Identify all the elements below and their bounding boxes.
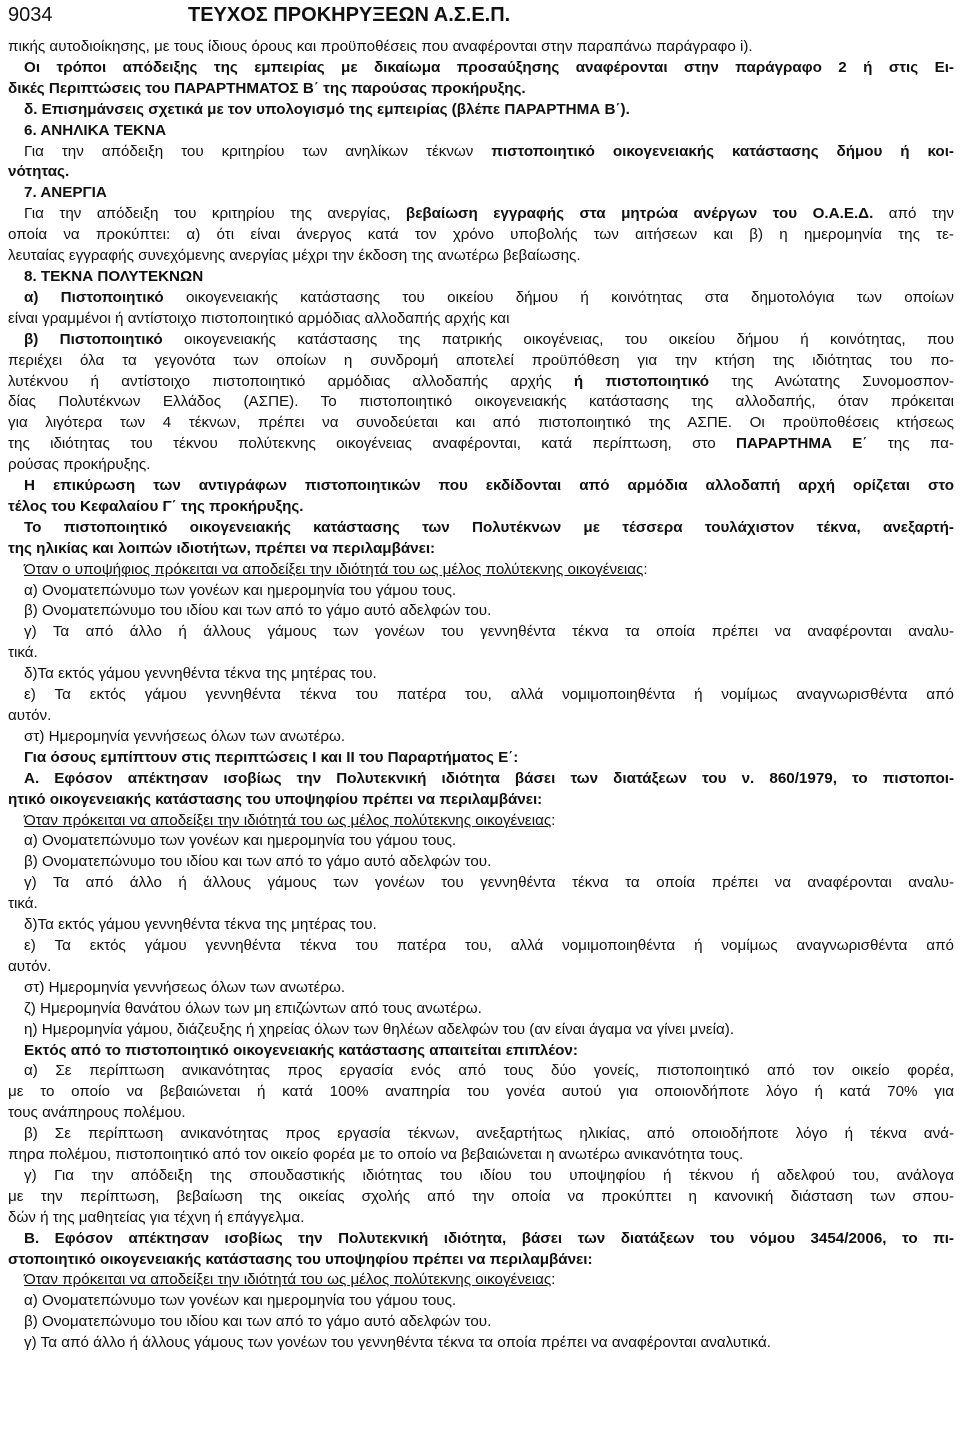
text-segment: τους ανάπηρους πολέμου. — [8, 1104, 186, 1122]
text-segment: α) Ονοματεπώνυμο των γονέων και ημερομηνία του γάμου τους. — [24, 1292, 457, 1310]
text-line — [8, 162, 954, 183]
text-line — [8, 1061, 954, 1082]
text-segment: β) Ονοματεπώνυμο του ιδίου και των από το γάμο αυτό αδελφών του. — [24, 602, 492, 620]
text-line — [8, 204, 954, 225]
text-line — [8, 1041, 954, 1062]
text-segment: δ)Τα εκτός γάμου γεννηθέντα τέκνα της μητέρας του. — [24, 916, 377, 934]
text-segment: α) Σε περίπτωση ανικανότητας προς εργασία ενός από τους δύο γονείς, πιστοποιητικό από τον οικείο φορέα, — [24, 1062, 954, 1080]
text-line — [8, 622, 954, 643]
text-line — [8, 831, 954, 852]
text-segment: είναι γραμμένοι ή αντίστοιχο πιστοποιητικό αρμόδιας αλλοδαπής αρχής και — [8, 309, 510, 327]
text-segment: Όταν πρόκειται να αποδείξει την ιδιότητά του ως μέλος πολύτεκνης οικογένειας — [24, 1271, 552, 1289]
text-line — [8, 873, 954, 894]
text-segment: πιστοποιητικό οικογενειακής κατάστασης δήμου ή κοι- — [491, 142, 954, 160]
text-line — [8, 183, 954, 204]
text-segment: Εκτός από το πιστοποιητικό οικογενειακής κατάστασης απαιτείται επιπλέον: — [24, 1041, 578, 1059]
text-line — [8, 100, 954, 121]
text-segment: πικής αυτοδιοίκησης, με τους ίδιους όρους και προϋποθέσεις που αναφέρονται στην παραπάνω παράγραφο i). — [8, 38, 753, 55]
text-segment: Β. Εφόσον απέκτησαν ισοβίως την Πολυτεκνική ιδιότητα, βάσει των διατάξεων του νόμου 3454/2006, το πι- — [24, 1229, 954, 1247]
text-segment: β) Σε περίπτωση ανικανότητας προς εργασία τέκνων, ανεξαρτήτως ηλικίας, από οποιοδήποτε λόγο ή τέκνα ανά- — [24, 1125, 954, 1143]
text-line — [8, 37, 954, 58]
text-segment: δικές Περιπτώσεις του ΠΑΡΑΡΤΗΜΑΤΟΣ Β΄ της παρούσας προκήρυξης. — [8, 79, 526, 97]
text-segment: για λιγότερα των 4 τέκνων, πρέπει να συνοδεύεται και από πιστοποιητικό της ΑΣΠΕ. Οι προϋποθέσεις κτήσεως — [8, 414, 954, 432]
text-segment: α) Ονοματεπώνυμο των γονέων και ημερομηνία του γάμου τους. — [24, 832, 457, 850]
text-segment: βεβαίωση εγγραφής στα μητρώα ανέργων του Ο.Α.Ε.Δ. — [405, 205, 874, 223]
text-segment: α) Ονοματεπώνυμο των γονέων και ημερομηνία του γάμου τους. — [24, 581, 457, 599]
issue-title: ΤΕΥΧΟΣ ΠΡΟΚΗΡΥΞΕΩΝ Α.Σ.Ε.Π. — [188, 4, 511, 26]
text-segment: δ. Επισημάνσεις σχετικά με τον υπολογισμό της εμπειρίας (βλέπε ΠΑΡΑΡΤΗΜΑ Β΄). — [24, 100, 630, 118]
text-line — [8, 351, 954, 372]
text-line — [8, 58, 954, 79]
text-segment: οικογενειακής κατάστασης του οικείου δήμου ή κοινότητας στα δημοτολόγια των οποίων — [163, 288, 954, 306]
text-line — [8, 476, 954, 497]
text-segment: ή πιστοποιητικό — [573, 372, 710, 390]
text-segment: τικά. — [8, 644, 38, 662]
text-line — [8, 978, 954, 999]
text-line — [8, 957, 954, 978]
text-segment: γ) Για την απόδειξη της σπουδαστικής ιδιότητας του ιδίου του υποψηφίου ή τέκνου ή αδελφού του, ανάλογα — [24, 1166, 954, 1184]
text-segment: Για όσους εμπίπτουν στις περιπτώσεις Ι και ΙΙ του Παραρτήματος Ε΄: — [24, 748, 519, 766]
text-segment: Για την απόδειξη του κριτηρίου των ανηλίκων τέκνων — [24, 142, 492, 160]
text-segment: Το πιστοποιητικό οικογενειακής κατάστασης των Πολυτέκνων με τέσσερα τουλάχιστον τέκνα, ανεξαρτή- — [24, 518, 954, 536]
text-segment: : — [643, 560, 648, 578]
text-line — [8, 915, 954, 936]
text-line — [8, 455, 954, 476]
text-line — [8, 727, 954, 748]
text-line — [8, 225, 954, 246]
text-segment: λυτέκνου ή αντίστοιχο πιστοποιητικό αρμόδιας αλλοδαπής αρχής — [8, 372, 574, 390]
text-line — [8, 246, 954, 267]
text-line — [8, 1270, 954, 1291]
text-segment: ητικό οικογενειακής κατάστασης του υποψηφίου πρέπει να περιλαμβάνει: — [8, 790, 543, 808]
text-segment: αυτόν. — [8, 707, 52, 724]
text-segment: από την — [873, 205, 954, 223]
text-segment: ΠΑΡΑΡΤΗΜΑ Ε΄ — [736, 435, 868, 453]
text-segment: Α. Εφόσον απέκτησαν ισοβίως την Πολυτεκνική ιδιότητα βάσει των διατάξεων του ν. 860/1979, το πιστοποι- — [24, 769, 954, 787]
text-segment: β) Ονοματεπώνυμο του ιδίου και των από το γάμο αυτό αδελφών του. — [24, 1313, 492, 1331]
text-segment: στ) Ημερομηνία γεννήσεως όλων των ανωτέρω. — [24, 978, 346, 996]
text-line — [8, 539, 954, 560]
text-segment: της ηλικίας και λοιπών ιδιοτήτων, πρέπει να περιλαμβάνει: — [8, 539, 436, 557]
text-segment: η) Ημερομηνία γάμου, διάζευξης ή χηρείας όλων των θηλέων αδελφών του (αν είναι άγαμα να γίνει μνεία). — [24, 1020, 735, 1038]
document-body — [8, 37, 954, 1354]
text-line — [8, 664, 954, 685]
text-segment: της ιδιότητας του τέκνου πολύτεκνης οικογένειας αναφέρονται, κατά περίπτωση, στο — [8, 435, 737, 453]
text-line — [8, 706, 954, 727]
text-line — [8, 1103, 954, 1124]
text-line — [8, 1124, 954, 1145]
text-segment: β) Πιστοποιητικό — [24, 330, 163, 348]
text-line — [8, 936, 954, 957]
text-line — [8, 288, 954, 309]
text-segment: : — [551, 1271, 556, 1289]
text-line — [8, 581, 954, 602]
page-header — [8, 3, 954, 37]
text-segment: 7. ΑΝΕΡΓΙΑ — [24, 184, 107, 202]
text-line — [8, 1291, 954, 1312]
text-segment: Οι τρόποι απόδειξης της εμπειρίας με δικαίωμα προσαύξησης αναφέρονται στην παράγραφο 2 ή στις Ει- — [24, 58, 954, 76]
text-line — [8, 1082, 954, 1103]
text-segment: Η επικύρωση των αντιγράφων πιστοποιητικών που εκδίδονται από αρμόδια αλλοδαπή αρχή ορίζεται στο — [24, 477, 954, 495]
text-line — [8, 1208, 954, 1229]
text-segment: τέλος του Κεφαλαίου Γ΄ της προκήρυξης. — [8, 497, 304, 515]
text-line — [8, 1333, 954, 1354]
text-segment: πηρα πολέμου, πιστοποιητικό από τον οικείο φορέα με το οποίο να βεβαιώνεται η ανωτέρω ανικανότητα τους. — [8, 1146, 744, 1164]
text-line — [8, 560, 954, 581]
text-line — [8, 852, 954, 873]
text-line — [8, 434, 954, 455]
text-segment: γ) Τα από άλλο ή άλλους γάμους των γονέων του γεννηθέντα τέκνα τα οποία πρέπει να αναφέρονται αναλυτικά. — [24, 1334, 771, 1352]
text-segment: αυτόν. — [8, 957, 52, 975]
text-segment: ε) Τα εκτός γάμου γεννηθέντα τέκνα του πατέρα του, αλλά νομιμοποιηθέντα ή νομίμως αναγνωρισθέντα από — [24, 686, 954, 704]
text-segment: δ)Τα εκτός γάμου γεννηθέντα τέκνα της μητέρας του. — [24, 665, 377, 683]
text-line — [8, 1250, 954, 1271]
text-segment: με το οποίο να βεβαιώνεται ή κατά 100% αναπηρία του γονέα αυτού για οποιονδήποτε λόγο ή κατά 70% για — [8, 1083, 954, 1101]
text-line — [8, 748, 954, 769]
text-line — [8, 330, 954, 351]
text-segment: της πα- — [867, 435, 954, 453]
text-segment: της Ανώτατης Συνομοσπον- — [709, 372, 954, 390]
text-segment: στοποιητικό οικογενειακής κατάστασης του υποψηφίου πρέπει να περιλαμβάνει: — [8, 1250, 593, 1268]
text-line — [8, 811, 954, 832]
text-segment: ρούσας προκήρυξης. — [8, 456, 151, 474]
text-line — [8, 1187, 954, 1208]
text-segment: με την περίπτωση, βεβαίωση της οικείας σχολής από την οποία να προκύπτει η κανονική διάσταση των σπου- — [8, 1187, 954, 1205]
text-segment: οποία να προκύπτει: α) ότι είναι άνεργος κατά τον χρόνο υποβολής των αιτήσεων και β) η ημερομηνία της τε- — [8, 226, 954, 244]
text-segment: οικογενειακής κατάστασης της πατρικής οικογένειας, του οικείου δήμου ή κοινότητας, που — [162, 330, 954, 348]
text-line — [8, 999, 954, 1020]
text-segment: α) Πιστοποιητικό — [24, 288, 164, 306]
text-line — [8, 769, 954, 790]
text-segment: β) Ονοματεπώνυμο του ιδίου και των από το γάμο αυτό αδελφών του. — [24, 853, 492, 871]
text-line — [8, 413, 954, 434]
text-segment: δών ή της μαθητείας για τέχνη ή επάγγελμα. — [8, 1208, 305, 1226]
text-segment: δίας Πολυτέκνων Ελλάδος (ΑΣΠΕ). Το πιστοποιητικό οικογενειακής κατάστασης της αλλοδαπής, όταν πρόκειται — [8, 393, 954, 411]
text-line — [8, 309, 954, 330]
text-line — [8, 1145, 954, 1166]
text-line — [8, 1020, 954, 1041]
text-segment: 8. ΤΕΚΝΑ ΠΟΛΥΤΕΚΝΩΝ — [24, 267, 204, 285]
text-line — [8, 142, 954, 163]
text-line — [8, 643, 954, 664]
text-line — [8, 267, 954, 288]
text-segment: γ) Τα από άλλο ή άλλους γάμους των γονέων του γεννηθέντα τέκνα τα οποία πρέπει να αναφέρονται αναλυ- — [24, 623, 954, 641]
text-segment: ε) Τα εκτός γάμου γεννηθέντα τέκνα του πατέρα του, αλλά νομιμοποιηθέντα ή νομίμως αναγνωρισθέντα από — [24, 936, 954, 954]
text-segment: : — [551, 811, 556, 829]
text-line — [8, 1166, 954, 1187]
text-line — [8, 1312, 954, 1333]
text-segment: περιέχει όλα τα γεγονότα των οποίων η συνδρομή αποτελεί προϋπόθεση για την κτήση της ιδιότητας του πο- — [8, 351, 954, 369]
text-line — [8, 79, 954, 100]
text-line — [8, 790, 954, 811]
text-line — [8, 497, 954, 518]
text-line — [8, 601, 954, 622]
text-segment: νότητας. — [8, 163, 70, 181]
text-line — [8, 894, 954, 915]
text-line — [8, 121, 954, 142]
text-segment: λευταίας εγγραφής συνεχόμενης ανεργίας μέχρι την έκδοση της ανωτέρω βεβαίωσης. — [8, 247, 581, 265]
text-segment: ζ) Ημερομηνία θανάτου όλων των μη επιζώντων από τους ανωτέρω. — [24, 999, 482, 1017]
text-line — [8, 1229, 954, 1250]
text-segment: τικά. — [8, 895, 38, 913]
page-number: 9034 — [8, 4, 53, 26]
text-segment: 6. ΑΝΗΛΙΚΑ ΤΕΚΝΑ — [24, 121, 167, 139]
text-line — [8, 372, 954, 393]
text-line — [8, 392, 954, 413]
text-segment: γ) Τα από άλλο ή άλλους γάμους των γονέων του γεννηθέντα τέκνα τα οποία πρέπει να αναφέρονται αναλυ- — [24, 874, 954, 892]
text-segment: Όταν ο υποψήφιος πρόκειται να αποδείξει την ιδιότητά του ως μέλος πολύτεκνης οικογένειας — [24, 560, 644, 578]
text-line — [8, 685, 954, 706]
text-segment: στ) Ημερομηνία γεννήσεως όλων των ανωτέρω. — [24, 727, 346, 745]
text-segment: Όταν πρόκειται να αποδείξει την ιδιότητά του ως μέλος πολύτεκνης οικογένειας — [24, 811, 552, 829]
text-line — [8, 518, 954, 539]
text-segment: Για την απόδειξη του κριτηρίου της ανεργίας, — [24, 205, 406, 223]
